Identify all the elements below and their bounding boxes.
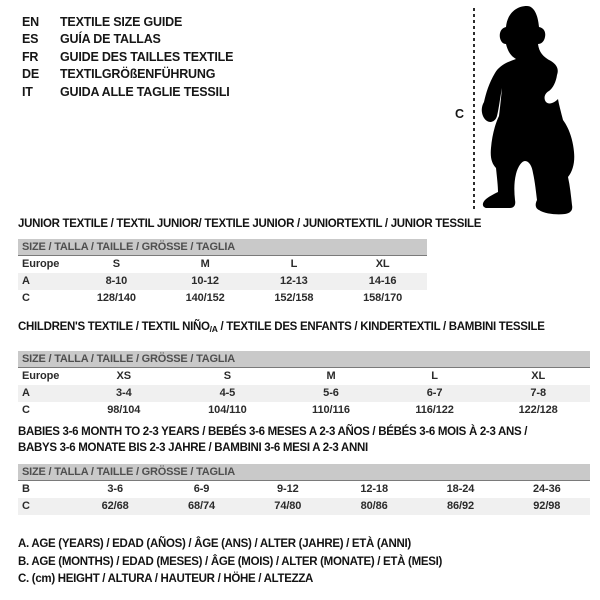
table-row xyxy=(18,256,427,273)
table-row xyxy=(18,290,427,307)
table-cell: 92/98 xyxy=(533,500,561,512)
row-label: A xyxy=(22,275,30,287)
language-code: EN xyxy=(22,14,39,29)
language-label: GUIDA ALLE TAGLIE TESSILI xyxy=(60,84,230,99)
table-cell: M xyxy=(200,258,210,270)
table-cell: S xyxy=(223,370,232,382)
table-cell: 110/116 xyxy=(312,404,350,416)
table-row xyxy=(18,498,590,515)
children-table-body xyxy=(18,368,590,419)
language-label: GUÍA DE TALLAS xyxy=(60,32,161,47)
language-list xyxy=(22,13,233,101)
table-cell: 4-5 xyxy=(219,387,236,399)
language-code: FR xyxy=(22,49,39,64)
table-row xyxy=(18,481,590,498)
language-row xyxy=(22,31,233,49)
language-code: IT xyxy=(22,84,33,99)
table-row xyxy=(18,368,590,385)
children-title-subscript: /A xyxy=(209,324,218,334)
table-cell: 140/152 xyxy=(185,292,225,304)
babies-table-body xyxy=(18,481,590,515)
language-code: DE xyxy=(22,67,39,82)
footnote-age-years: A. AGE (YEARS) / EDAD (AÑOS) / ÂGE (ANS) / ALTER (JAHRE) / ETÀ (ANNI) xyxy=(18,538,411,550)
table-cell: 104/110 xyxy=(208,404,247,416)
language-label: TEXTILE SIZE GUIDE xyxy=(60,14,183,29)
table-cell: L xyxy=(431,370,438,382)
table-cell: L xyxy=(290,258,298,270)
children-table-title xyxy=(18,321,545,333)
babies-title-line1: BABIES 3-6 MONTH TO 2-3 YEARS / BEBÉS 3-6 MESES A 2-3 AÑOS / BÉBÉS 3-6 MOIS À 2-3 ANS / xyxy=(18,426,528,438)
table-cell: S xyxy=(112,258,120,270)
row-label: C xyxy=(22,292,30,304)
language-row xyxy=(22,66,233,84)
language-label: GUIDE DES TAILLES TEXTILE xyxy=(60,49,234,64)
table-cell: XS xyxy=(116,370,132,382)
table-cell: 122/128 xyxy=(518,404,558,416)
table-cell: 86/92 xyxy=(446,500,474,512)
table-cell: 10-12 xyxy=(191,275,219,287)
table-row xyxy=(18,402,590,419)
language-row xyxy=(22,83,233,101)
junior-size-table xyxy=(18,239,427,307)
table-cell: 158/170 xyxy=(363,292,403,304)
size-header-band: SIZE / TALLA / TAILLE / GRÖSSE / TAGLIA xyxy=(18,464,590,481)
junior-table-body xyxy=(18,256,427,307)
children-title-text: / TEXTILE DES ENFANTS / KINDERTEXTIL / BAMBINI TESSILE xyxy=(217,321,545,333)
row-label: C xyxy=(22,500,30,512)
table-cell: 18-24 xyxy=(446,483,475,495)
row-label: Europe xyxy=(22,258,60,270)
table-cell: 116/122 xyxy=(415,404,454,416)
language-label: TEXTILGRÖßENFÜHRUNG xyxy=(60,67,216,82)
table-cell: 3-4 xyxy=(115,387,132,399)
table-cell: 98/104 xyxy=(107,404,141,416)
babies-size-table xyxy=(18,464,590,515)
table-cell: 8-10 xyxy=(105,275,128,287)
table-cell: 7-8 xyxy=(530,387,546,399)
row-label: A xyxy=(22,387,30,399)
row-label: C xyxy=(22,404,30,416)
table-cell: 68/74 xyxy=(187,500,215,512)
size-header-band: SIZE / TALLA / TAILLE / GRÖSSE / TAGLIA xyxy=(18,239,427,256)
table-cell: 80/86 xyxy=(360,500,388,512)
language-code: ES xyxy=(22,32,39,47)
table-row xyxy=(18,273,427,290)
row-label: B xyxy=(22,483,30,495)
children-title-text: CHILDREN'S TEXTILE / TEXTIL NIÑO xyxy=(18,321,210,333)
junior-table-title: JUNIOR TEXTILE / TEXTIL JUNIOR/ TEXTILE JUNIOR / JUNIORTEXTIL / JUNIOR TESSILE xyxy=(18,218,482,230)
table-cell: 5-6 xyxy=(323,387,339,399)
table-cell: 152/158 xyxy=(274,292,314,304)
table-cell: 9-12 xyxy=(277,483,299,495)
babies-table-title xyxy=(18,424,527,456)
children-size-table xyxy=(18,351,590,419)
table-cell: 74/80 xyxy=(274,500,302,512)
size-header-band: SIZE / TALLA / TAILLE / GRÖSSE / TAGLIA xyxy=(18,351,590,368)
table-cell: 14-16 xyxy=(368,275,397,287)
table-cell: 12-13 xyxy=(280,275,308,287)
table-row xyxy=(18,385,590,402)
table-cell: 6-7 xyxy=(426,387,443,399)
baby-silhouette xyxy=(470,0,600,220)
footnote-height-cm: C. (cm) HEIGHT / ALTURA / HAUTEUR / HÖHE / ALTEZZA xyxy=(18,573,314,585)
row-label: Europe xyxy=(22,370,60,382)
table-cell: 3-6 xyxy=(107,483,123,495)
table-cell: 62/68 xyxy=(101,500,129,512)
language-row xyxy=(22,13,233,31)
table-cell: 128/140 xyxy=(96,292,136,304)
table-cell: M xyxy=(326,370,336,382)
table-cell: XL xyxy=(375,258,390,270)
height-marker-label: C xyxy=(455,107,465,121)
babies-title-line2: BABYS 3-6 MONATE BIS 2-3 JAHRE / BAMBINI 3-6 MESI A 2-3 ANNI xyxy=(18,442,368,454)
table-cell: 6-9 xyxy=(193,483,210,495)
table-cell: 24-36 xyxy=(532,483,561,495)
table-cell: 12-18 xyxy=(360,483,388,495)
footnote-age-months: B. AGE (MONTHS) / EDAD (MESES) / ÂGE (MOIS) / ALTER (MONATE) / ETÀ (MESI) xyxy=(18,555,443,568)
language-row xyxy=(22,48,233,66)
footnotes xyxy=(18,536,442,589)
table-cell: XL xyxy=(531,370,546,382)
